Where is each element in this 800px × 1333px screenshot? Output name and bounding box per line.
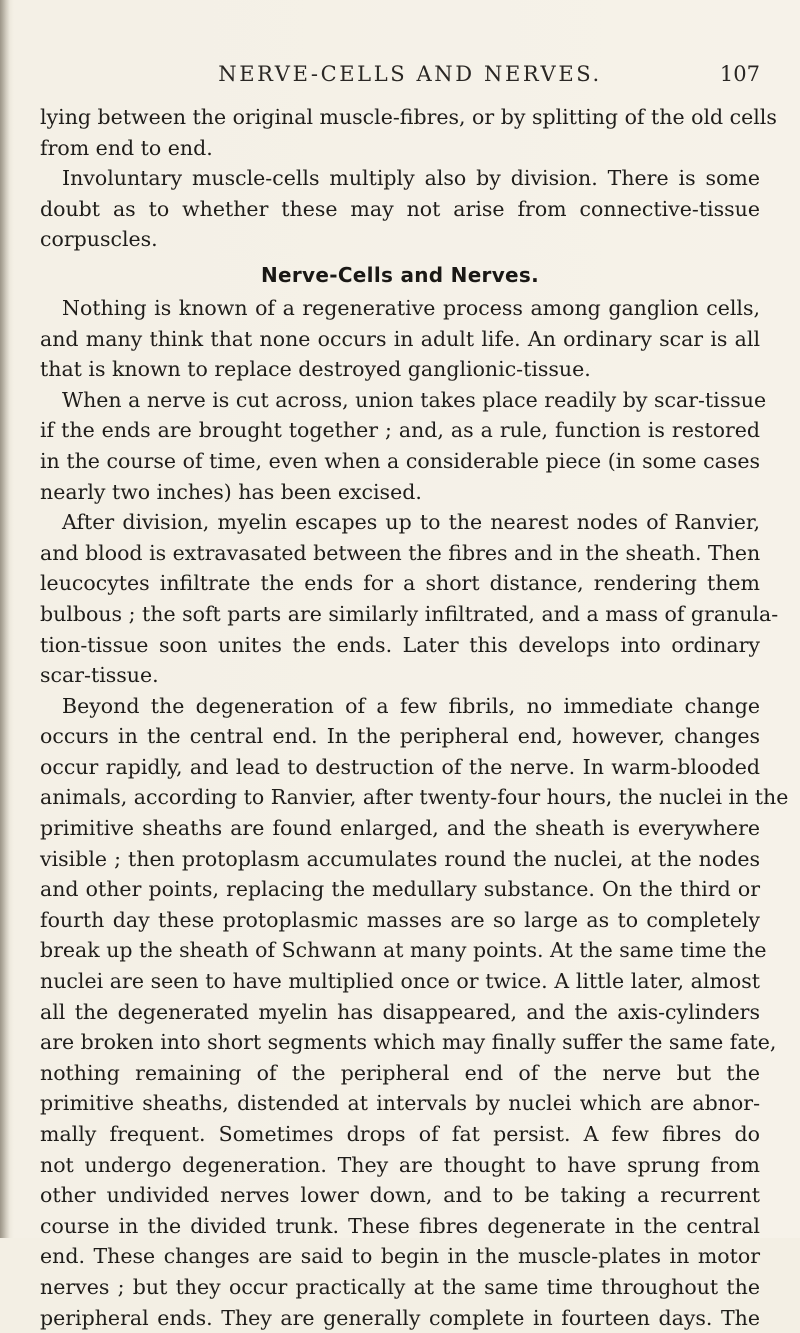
running-head bbox=[60, 62, 760, 92]
text-line: primitive sheaths, distended at intervals by nuclei which are abnor- bbox=[40, 1091, 760, 1116]
text-line: nuclei are seen to have multiplied once or twice. A little later, almost bbox=[40, 969, 760, 994]
paragraph bbox=[40, 691, 789, 1333]
paragraph bbox=[40, 102, 777, 163]
text-line: After division, myelin escapes up to the nearest nodes of Ranvier, bbox=[62, 510, 760, 535]
text-line: occur rapidly, and lead to destruction of the nerve. In warm-blooded bbox=[40, 754, 760, 779]
section-heading: Nerve-Cells and Nerves. bbox=[260, 262, 540, 287]
text-line: peripheral ends. They are generally complete in fourteen days. The bbox=[40, 1305, 760, 1330]
text-line: nerves ; but they occur practically at the same time throughout the bbox=[40, 1274, 760, 1299]
paragraph bbox=[40, 293, 760, 385]
text-line: course in the divided trunk. These fibres degenerate in the central bbox=[40, 1213, 760, 1238]
text-line: primitive sheaths are found enlarged, and the sheath is everywhere bbox=[40, 816, 760, 841]
text-line: fourth day these protoplasmic masses are so large as to completely bbox=[40, 907, 760, 932]
text-line: When a nerve is cut across, union takes place readily by scar-tissue bbox=[62, 387, 767, 412]
text-line: end. These changes are said to begin in the muscle-plates in motor bbox=[40, 1244, 760, 1269]
text-line: tion-tissue soon unites the ends. Later this develops into ordinary bbox=[40, 632, 760, 657]
text-line: nearly two inches) has been excised. bbox=[40, 479, 422, 504]
paragraph bbox=[40, 507, 779, 691]
text-line: doubt as to whether these may not arise from connective-tissue bbox=[40, 196, 760, 221]
text-line: and many think that none occurs in adult life. An ordinary scar is all bbox=[40, 326, 760, 351]
text-line: and blood is extravasated between the fibres and in the sheath. Then bbox=[40, 540, 761, 565]
text-line: leucocytes infiltrate the ends for a short distance, rendering them bbox=[40, 571, 760, 596]
text-line: occurs in the central end. In the peripheral end, however, changes bbox=[40, 724, 760, 749]
binding-gutter bbox=[0, 0, 10, 1238]
text-line: break up the sheath of Schwann at many points. At the same time the bbox=[40, 938, 767, 963]
running-head-title: NERVE-CELLS AND NERVES. bbox=[218, 62, 602, 86]
text-line: from end to end. bbox=[40, 135, 213, 160]
text-line: lying between the original muscle-fibres, or by splitting of the old cells bbox=[40, 105, 777, 129]
paragraph bbox=[40, 385, 767, 507]
page-number: 107 bbox=[719, 62, 760, 86]
text-line: if the ends are brought together ; and, as a rule, function is restored bbox=[40, 418, 760, 443]
text-line: not undergo degeneration. They are thought to have sprung from bbox=[40, 1152, 760, 1177]
text-line: Beyond the degeneration of a few fibrils, no immediate change bbox=[62, 693, 760, 718]
text-line: animals, according to Ranvier, after twenty-four hours, the nuclei in the bbox=[40, 785, 789, 810]
text-line: all the degenerated myelin has disappeared, and the axis-cylinders bbox=[40, 999, 760, 1024]
text-line: and other points, replacing the medullary substance. On the third or bbox=[40, 877, 760, 902]
text-line: nothing remaining of the peripheral end of the nerve but the bbox=[40, 1060, 760, 1085]
text-line: corpuscles. bbox=[40, 227, 158, 252]
text-line: bulbous ; the soft parts are similarly infiltrated, and a mass of granula- bbox=[40, 601, 779, 626]
text-line: mally frequent. Sometimes drops of fat persist. A few fibres do bbox=[40, 1122, 760, 1146]
body-text bbox=[40, 102, 789, 1333]
text-line: are broken into short segments which may finally suffer the same fate, bbox=[40, 1030, 777, 1055]
text-line: visible ; then protoplasm accumulates round the nuclei, at the nodes bbox=[40, 846, 760, 871]
text-line: Nothing is known of a regenerative process among ganglion cells, bbox=[62, 295, 760, 320]
text-line: scar-tissue. bbox=[40, 663, 159, 688]
text-line: other undivided nerves lower down, and to be taking a recurrent bbox=[40, 1183, 760, 1208]
text-line: Involuntary muscle-cells multiply also by division. There is some bbox=[62, 166, 760, 191]
paragraph bbox=[40, 163, 760, 255]
text-line: in the course of time, even when a considerable piece (in some cases bbox=[40, 448, 760, 473]
text-line: that is known to replace destroyed ganglionic-tissue. bbox=[40, 357, 591, 382]
